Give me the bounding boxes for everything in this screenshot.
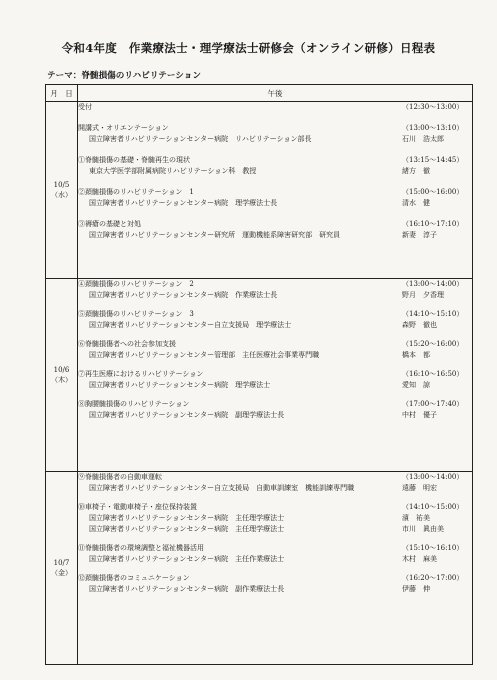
lecturer-name: 愛知 諒 (402, 381, 430, 389)
session-time: （16:20～17:00） (402, 574, 464, 582)
session-time: （15:20～16:00） (402, 340, 464, 348)
day-row (46, 472, 473, 665)
session-time: （14:10～15:10） (402, 310, 464, 318)
day-row (46, 102, 473, 279)
lecturer-affiliation: 国立障害者リハビリテーションセンター管理部 主任医療社会事業専門職 (89, 351, 320, 359)
lecturer-name: 新妻 淳子 (402, 231, 437, 239)
session-title: ⑥脊髄損傷者への社会参加支援 (78, 340, 176, 348)
session-time: （16:10～17:10） (402, 220, 464, 228)
session-title: ⑦再生医療におけるリハビリテーション (78, 370, 204, 378)
session-title: ⑧胸腰髄損傷のリハビリテーション (78, 400, 190, 408)
lecturer-affiliation: 国立障害者リハビリテーションセンター病院 副作業療法士長 (89, 585, 285, 593)
schedule-item (78, 102, 472, 113)
schedule-item (78, 155, 472, 177)
session-time: （13:00～13:10） (402, 124, 464, 132)
session-title: ⑫頚髄損傷者のコミュニケーション (78, 574, 190, 582)
lecturer-affiliation: 国立障害者リハビリテーションセンター病院 理学療法士 (89, 381, 271, 389)
day-date-cell (46, 472, 78, 665)
day-date: 10/5 (53, 181, 70, 189)
theme-label: テーマ：脊髄損傷のリハビリテーション (47, 71, 201, 81)
schedule-table (45, 84, 473, 665)
table-header-row (46, 85, 473, 102)
session-title: ①脊髄損傷の基礎・脊髄再生の現状 (78, 156, 190, 164)
lecturer-affiliation: 国立障害者リハビリテーションセンター病院 作業療法士長 (89, 291, 278, 299)
lecturer-affiliation: 国立障害者リハビリテーションセンター自立支援局 理学療法士 (89, 321, 292, 329)
day-weekday: （木） (51, 376, 72, 384)
lecturer-affiliation: 東京大学医学部附属病院リハビリテーション科 教授 (89, 167, 257, 175)
header-date: 月 日 (46, 85, 78, 102)
lecturer-affiliation: 国立障害者リハビリテーションセンター自立支援局 自動車訓練室 機能訓練専門職 (89, 484, 355, 492)
session-time: （17:00～17:40） (402, 400, 464, 408)
session-title: ③褥瘡の基礎と対処 (78, 220, 141, 228)
lecturer-affiliation: 国立障害者リハビリテーションセンター病院 理学療法士長 (89, 199, 278, 207)
session-time: （14:10～15:00） (402, 503, 464, 511)
page-title: 令和4年度 作業療法士・理学療法士研修会（オンライン研修）日程表 (61, 41, 436, 55)
session-time: （13:15～14:45） (402, 156, 464, 164)
schedule-item (78, 187, 472, 209)
lecturer-name: 緒方 徹 (402, 167, 430, 175)
lecturer-name: 中村 優子 (402, 411, 437, 419)
session-time: （12:30～13:00） (402, 103, 464, 111)
session-title: ⑨脊髄損傷者の自動車運転 (78, 473, 162, 481)
lecturer-name: 森野 徹也 (402, 321, 437, 329)
session-title: ②頚髄損傷のリハビリテーション 1 (78, 188, 194, 196)
lecturer-affiliation: 国立障害者リハビリテーションセンター研究所 運動機能系障害研究部 研究員 (89, 231, 341, 239)
lecturer-name: 石川 浩太郎 (402, 135, 444, 143)
session-title: 開講式・オリエンテーション (78, 124, 169, 132)
session-time: （13:00～14:00） (402, 473, 464, 481)
session-time: （15:00～16:00） (402, 188, 464, 196)
lecturer-name: 橋本 都 (402, 351, 430, 359)
lecturer-affiliation: 国立障害者リハビリテーションセンター病院 リハビリテーション部長 (89, 135, 312, 143)
lecturer-name: 市川 眞由美 (402, 525, 444, 533)
session-time: （15:10～16:10） (402, 544, 464, 552)
day-schedule (78, 279, 473, 472)
day-weekday: （水） (51, 191, 72, 199)
schedule-item (78, 123, 472, 145)
session-title: ⑪脊髄損傷者の環境調整と福祉機器活用 (78, 544, 204, 552)
session-title: 受付 (78, 103, 92, 111)
schedule-item (78, 502, 472, 535)
schedule-item (78, 309, 472, 331)
schedule-item (78, 339, 472, 361)
schedule-item (78, 369, 472, 391)
lecturer-name: 木村 麻美 (402, 555, 437, 563)
schedule-item (78, 543, 472, 565)
session-time: （13:00～14:00） (402, 280, 464, 288)
lecturer-affiliation: 国立障害者リハビリテーションセンター病院 副理学療法士長 (89, 411, 285, 419)
day-row (46, 279, 473, 472)
lecturer-name: 伊藤 伸 (402, 585, 430, 593)
session-title: ⑤頚髄損傷のリハビリテーション 3 (78, 310, 194, 318)
day-weekday: （金） (51, 569, 72, 577)
day-date: 10/7 (53, 559, 70, 567)
lecturer-name: 野月 夕香理 (402, 291, 444, 299)
schedule-item (78, 472, 472, 494)
session-time: （16:10～16:50） (402, 370, 464, 378)
session-title: ④頚髄損傷のリハビリテーション 2 (78, 280, 194, 288)
schedule-item (78, 219, 472, 241)
header-afternoon: 午後 (78, 85, 473, 102)
day-date-cell (46, 102, 78, 279)
lecturer-name: 濱 祐美 (402, 514, 430, 522)
lecturer-affiliation: 国立障害者リハビリテーションセンター病院 主任理学療法士 (89, 514, 285, 522)
lecturer-affiliation: 国立障害者リハビリテーションセンター病院 主任理学療法士 (89, 525, 285, 533)
schedule-item (78, 279, 472, 301)
lecturer-affiliation: 国立障害者リハビリテーションセンター病院 主任作業療法士 (89, 555, 285, 563)
day-date: 10/6 (53, 366, 70, 374)
session-title: ⑩車椅子・電動車椅子・座位保持装置 (78, 503, 197, 511)
lecturer-name: 清水 健 (402, 199, 430, 207)
schedule-item (78, 399, 472, 421)
lecturer-name: 遠藤 明宏 (402, 484, 437, 492)
schedule-item (78, 573, 472, 595)
day-schedule (78, 472, 473, 665)
day-schedule (78, 102, 473, 279)
day-date-cell (46, 279, 78, 472)
